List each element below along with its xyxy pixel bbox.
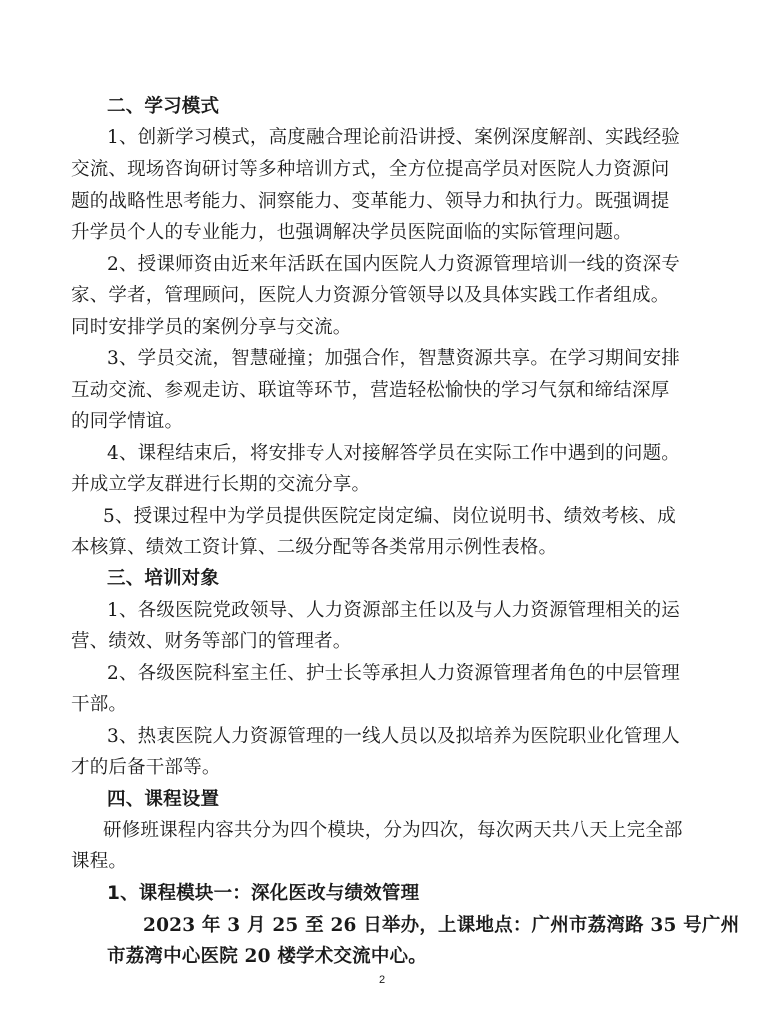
paragraph-line: 本核算、绩效工资计算、二级分配等各类常用示例性表格。 — [71, 537, 558, 558]
paragraph-line: 3、学员交流，智慧碰撞；加强合作，智慧资源共享。在学习期间安排 — [107, 348, 680, 369]
paragraph-line: 升学员个人的专业能力，也强调解决学员医院面临的实际管理问题。 — [71, 222, 633, 243]
section-heading-course-setup: 四、课程设置 — [107, 789, 220, 810]
paragraph-line: 互动交流、参观走访、联谊等环节，营造轻松愉快的学习气氛和缔结深厚 — [71, 380, 670, 401]
paragraph-line: 研修班课程内容共分为四个模块，分为四次，每次两天共八天上完全部 — [103, 820, 683, 841]
paragraph-line: 2、授课师资由近来年活跃在国内医院人力资源管理培训一线的资深专 — [107, 254, 680, 275]
paragraph-line: 5、授课过程中为学员提供医院定岗定编、岗位说明书、绩效考核、成 — [103, 506, 676, 527]
paragraph-line: 并成立学友群进行长期的交流分享。 — [71, 474, 371, 495]
paragraph-line: 3、热衷医院人力资源管理的一线人员以及拟培养为医院职业化管理人 — [107, 726, 680, 747]
paragraph-line: 交流、现场咨询研讨等多种培训方式，全方位提高学员对医院人力资源问 — [71, 159, 670, 180]
paragraph-line: 2、各级医院科室主任、护士长等承担人力资源管理者角色的中层管理 — [107, 663, 680, 684]
paragraph-line: 课程。 — [71, 851, 128, 872]
course-date-location: 2023 年 3 月 25 至 26 日举办，上课地点：广州市荔湾路 35 号广州 — [143, 915, 740, 936]
paragraph-line: 题的战略性思考能力、洞察能力、变革能力、领导力和执行力。既强调提 — [71, 191, 670, 212]
paragraph-line: 才的后备干部等。 — [71, 757, 221, 778]
paragraph-line: 4、课程结束后，将安排专人对接解答学员在实际工作中遇到的问题。 — [107, 443, 680, 464]
section-heading-learning-mode: 二、学习模式 — [107, 96, 220, 117]
course-date-location-continued: 市荔湾中心医院 20 楼学术交流中心。 — [107, 946, 427, 967]
paragraph-line: 营、绩效、财务等部门的管理者。 — [71, 631, 352, 652]
paragraph-line: 1、创新学习模式，高度融合理论前沿讲授、案例深度解剖、实践经验 — [107, 127, 680, 148]
paragraph-line: 同时安排学员的案例分享与交流。 — [71, 317, 352, 338]
course-module-one-heading: 1、课程模块一：深化医改与绩效管理 — [107, 883, 420, 904]
paragraph-line: 的同学情谊。 — [71, 411, 184, 432]
page-number: 2 — [378, 974, 386, 986]
paragraph-line: 1、各级医院党政领导、人力资源部主任以及与人力资源管理相关的运 — [107, 600, 680, 621]
paragraph-line: 干部。 — [71, 694, 128, 715]
paragraph-line: 家、学者，管理顾问，医院人力资源分管领导以及具体实践工作者组成。 — [71, 285, 670, 306]
section-heading-training-targets: 三、培训对象 — [107, 568, 220, 589]
